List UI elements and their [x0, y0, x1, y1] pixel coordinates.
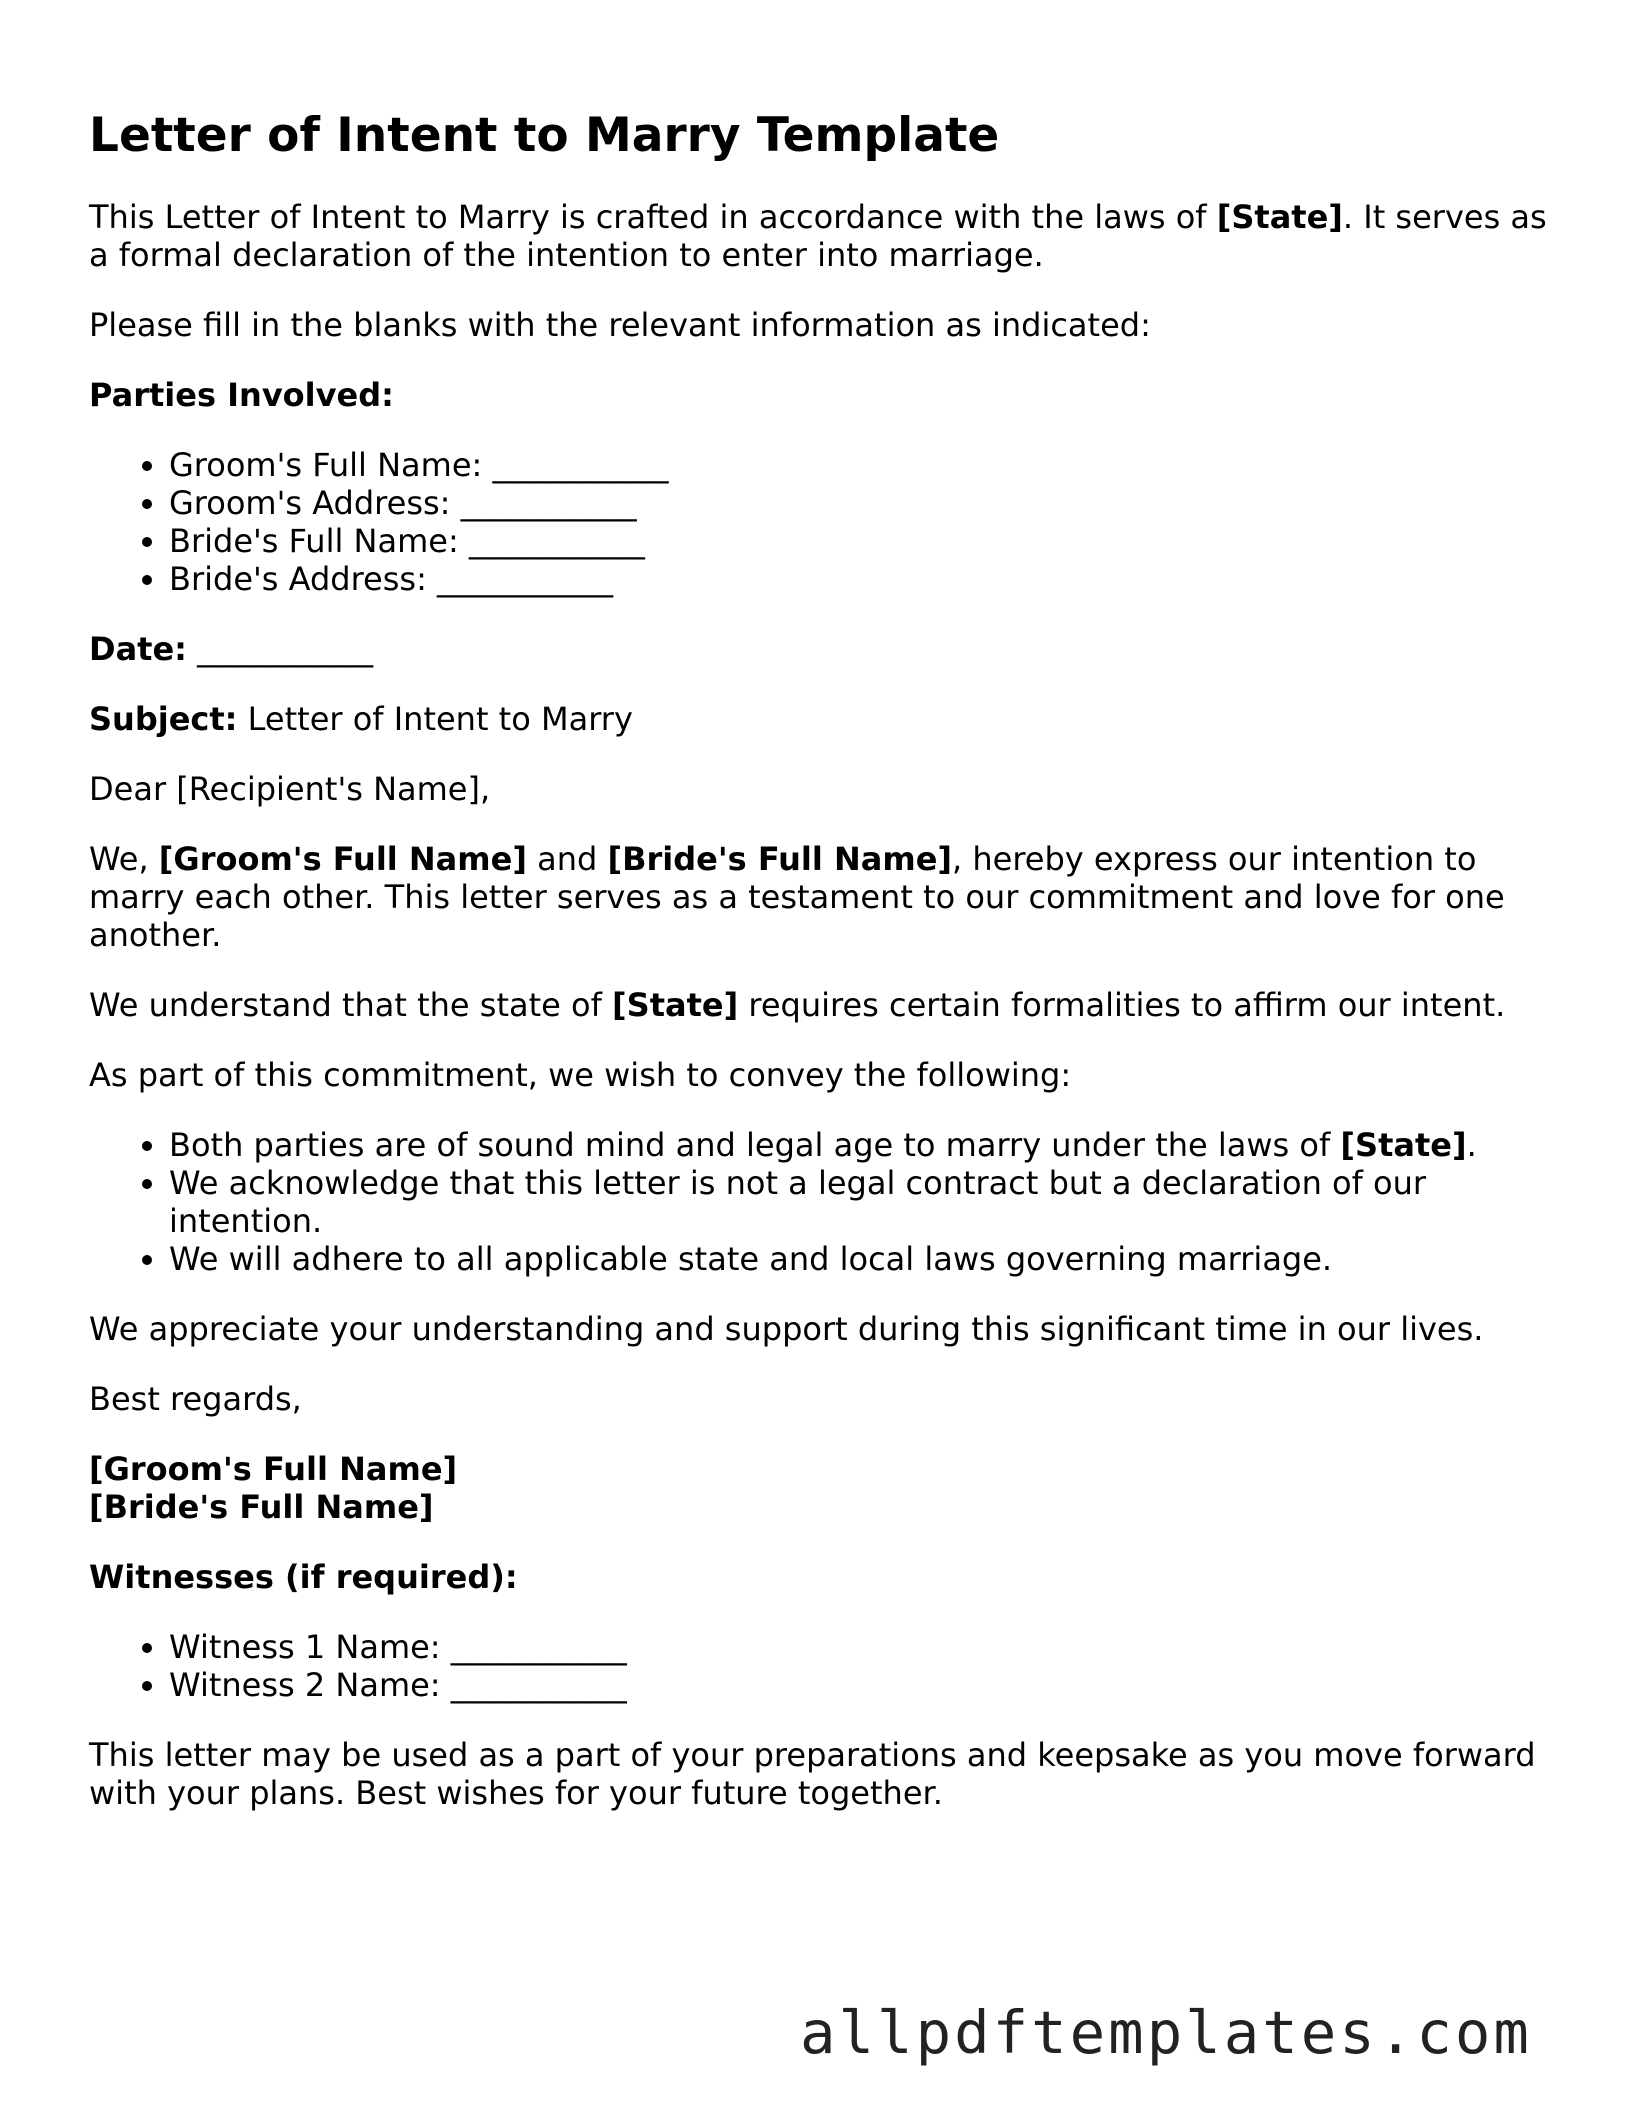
final-note: This letter may be used as a part of your preparations and keepsake as you move forward with your plans. Best wishes for your future together.: [89, 1736, 1536, 1812]
list-item: • Groom's Full Name: ___________: [169, 446, 1551, 484]
body-paragraph-1: We, [Groom's Full Name] and [Bride's Full Name], hereby express our intention to marry each other. This letter serves as a testament to our commitment and love for one another.: [89, 840, 1505, 954]
subject-line: [89, 700, 1551, 738]
commitments-list: [89, 1126, 1551, 1278]
list-item: • Witness 1 Name: ___________: [169, 1628, 1551, 1666]
list-item: • We acknowledge that this letter is not a legal contract but a declaration of our intention.: [169, 1164, 1551, 1240]
date-line: [89, 630, 1551, 668]
intro-paragraph: [89, 198, 1551, 274]
salutation: Dear [Recipient's Name],: [89, 770, 491, 808]
date-blank: ___________: [186, 630, 374, 668]
body-paragraph-2: We understand that the state of [State] requires certain formalities to affirm our intent.: [89, 986, 1506, 1024]
page-title: Letter of Intent to Marry Template: [89, 108, 1000, 163]
list-item: • Bride's Full Name: ___________: [169, 522, 1551, 560]
list-item: • We will adhere to all applicable state and local laws governing marriage.: [169, 1240, 1551, 1278]
appreciation-paragraph: We appreciate your understanding and support during this significant time in our lives.: [89, 1310, 1484, 1348]
list-item: • Groom's Address: ___________: [169, 484, 1551, 522]
intro-state-placeholder: [State]: [1216, 198, 1343, 236]
closing: Best regards,: [89, 1380, 302, 1418]
footer-watermark: allpdftemplates.com: [800, 1998, 1532, 2067]
bride-signature: [Bride's Full Name]: [89, 1488, 434, 1526]
letter-document: [89, 108, 1551, 1844]
body-paragraph-3: As part of this commitment, we wish to convey the following:: [89, 1056, 1072, 1094]
intro-text: This Letter of Intent to Marry is crafted in accordance with the laws of: [89, 198, 1217, 236]
groom-signature: [Groom's Full Name]: [89, 1450, 458, 1488]
signature-block: [89, 1450, 1551, 1526]
state-placeholder: [State]: [612, 986, 739, 1024]
state-placeholder: [State]: [1340, 1126, 1467, 1164]
witnesses-heading: Witnesses (if required):: [89, 1558, 518, 1596]
subject-label: Subject:: [89, 700, 238, 738]
subject-value: Letter of Intent to Marry: [237, 700, 633, 738]
instructions-paragraph: Please fill in the blanks with the relevant information as indicated:: [89, 306, 1151, 344]
list-item: • Bride's Address: ___________: [169, 560, 1551, 598]
parties-list: [89, 446, 1551, 598]
witnesses-list: [89, 1628, 1551, 1704]
bride-name-placeholder: [Bride's Full Name]: [607, 840, 953, 878]
list-item: • Both parties are of sound mind and legal age to marry under the laws of [State].: [169, 1126, 1551, 1164]
list-item: • Witness 2 Name: ___________: [169, 1666, 1551, 1704]
date-label: Date:: [89, 630, 187, 668]
groom-name-placeholder: [Groom's Full Name]: [158, 840, 527, 878]
parties-heading: Parties Involved:: [89, 376, 394, 414]
intro-text-end: . It serves as a formal declaration of the intention to enter into marriage.: [89, 198, 1547, 274]
